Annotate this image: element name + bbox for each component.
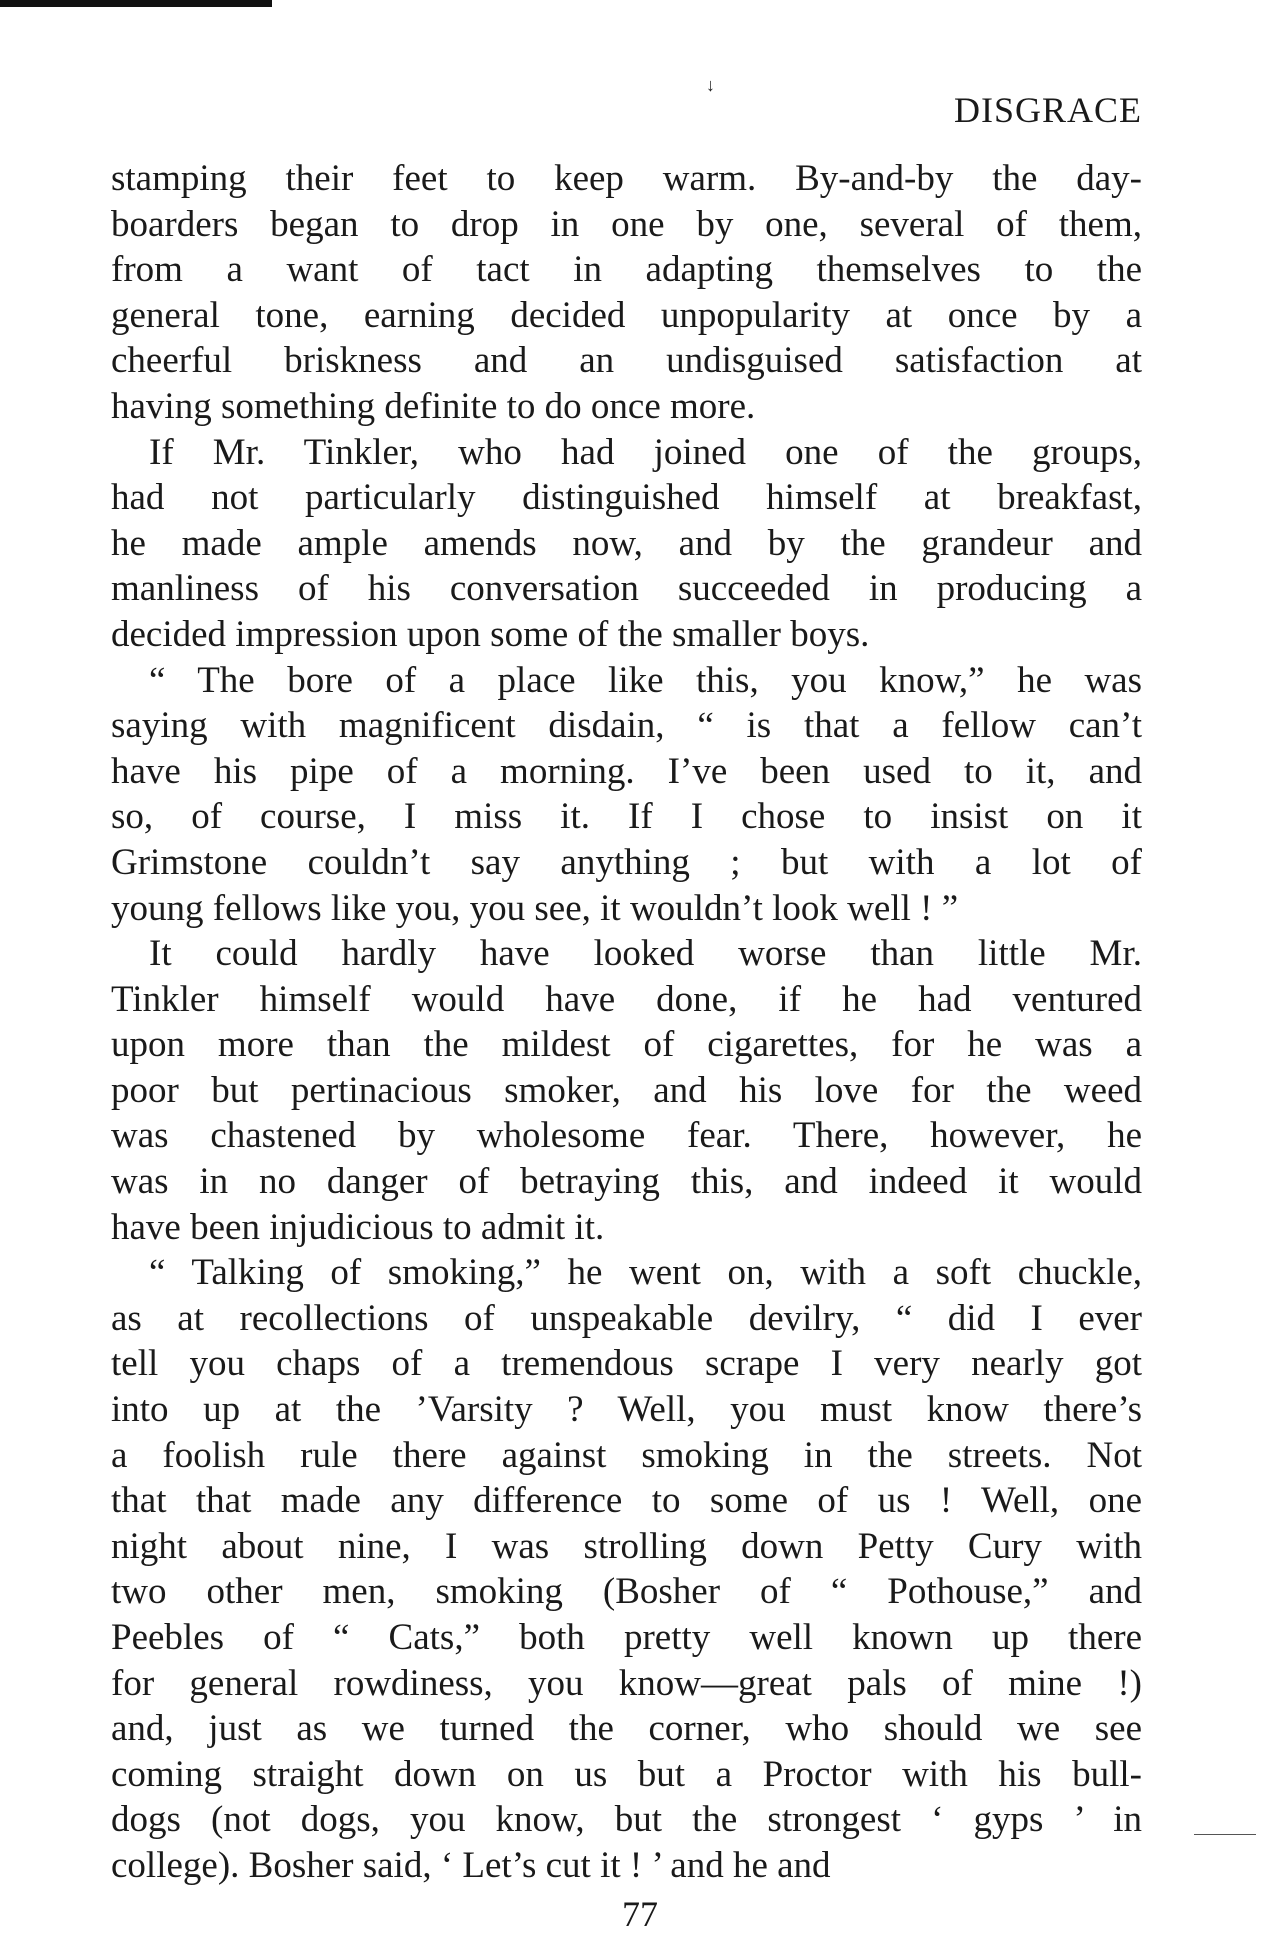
text-line: saying with magnificent disdain, “ is that a fellow can’t [111,705,1142,747]
text-line: It could hardly have looked worse than little Mr. [149,933,1142,975]
body-text [111,156,1142,1889]
text-line: for general rowdiness, you know—great pals of mine !) [111,1662,1142,1704]
text-line: so, of course, I miss it. If I chose to insist on it [111,796,1142,838]
page-number: 77 [622,1894,658,1934]
text-line: manliness of his conversation succeeded in producing a [111,568,1142,610]
text-line: was in no danger of betraying this, and indeed it would [111,1161,1142,1203]
paragraph [111,1250,1142,1888]
ink-speck: ↓ [706,75,715,95]
text-line: college). Bosher said, ‘ Let’s cut it ! ’ and he and [111,1844,831,1886]
text-line: stamping their feet to keep warm. By-and-by the day- [111,158,1142,199]
text-line: “ The bore of a place like this, you know,” he was [149,659,1142,701]
text-line: general tone, earning decided unpopularity at once by a [111,294,1142,336]
text-line: and, just as we turned the corner, who should we see [111,1708,1142,1750]
text-line: coming straight down on us but a Proctor with his bull- [111,1753,1142,1795]
text-line: young fellows like you, you see, it wouldn’t look well ! ” [111,887,959,929]
paragraph [111,658,1142,932]
paragraph [111,430,1142,658]
text-line: tell you chaps of a tremendous scrape I very nearly got [111,1343,1142,1385]
text-line: was chastened by wholesome fear. There, however, he [111,1115,1142,1157]
text-line: a foolish rule there against smoking in the streets. Not [111,1434,1142,1476]
text-line: poor but pertinacious smoker, and his love for the weed [111,1069,1142,1111]
text-line: Tinkler himself would have done, if he had ventured [111,978,1142,1020]
running-head: DISGRACE [953,90,1142,130]
text-line: Grimstone couldn’t say anything ; but with a lot of [111,841,1142,883]
text-line: from a want of tact in adapting themselves to the [111,249,1142,291]
paragraph [111,156,1142,430]
text-line: night about nine, I was strolling down Petty Cury with [111,1525,1142,1567]
text-line: into up at the ’Varsity ? Well, you must know there’s [111,1389,1142,1431]
text-line: as at recollections of unspeakable devilry, “ did I ever [111,1297,1142,1339]
text-line: having something definite to do once more. [111,385,756,427]
text-line: If Mr. Tinkler, who had joined one of the groups, [149,431,1142,473]
text-line: boarders began to drop in one by one, several of them, [111,203,1142,245]
paragraph [111,931,1142,1250]
text-line: decided impression upon some of the smaller boys. [111,613,870,655]
margin-dash [1194,1834,1256,1835]
text-line: two other men, smoking (Bosher of “ Pothouse,” and [111,1571,1142,1613]
scan-edge-mark [0,0,272,7]
text-line: that that made any difference to some of us ! Well, one [111,1480,1142,1522]
text-line: have his pipe of a morning. I’ve been used to it, and [111,750,1142,792]
text-line: “ Talking of smoking,” he went on, with a soft chuckle, [149,1252,1142,1294]
text-line: cheerful briskness and an undisguised satisfaction at [111,340,1142,382]
text-line: he made ample amends now, and by the grandeur and [111,522,1142,564]
text-line: had not particularly distinguished himself at breakfast, [111,477,1142,519]
text-line: Peebles of “ Cats,” both pretty well known up there [111,1617,1142,1658]
text-line: have been injudicious to admit it. [111,1206,605,1248]
text-line: upon more than the mildest of cigarettes, for he was a [111,1024,1142,1066]
text-line: dogs (not dogs, you know, but the strongest ‘ gyps ’ in [111,1799,1142,1841]
